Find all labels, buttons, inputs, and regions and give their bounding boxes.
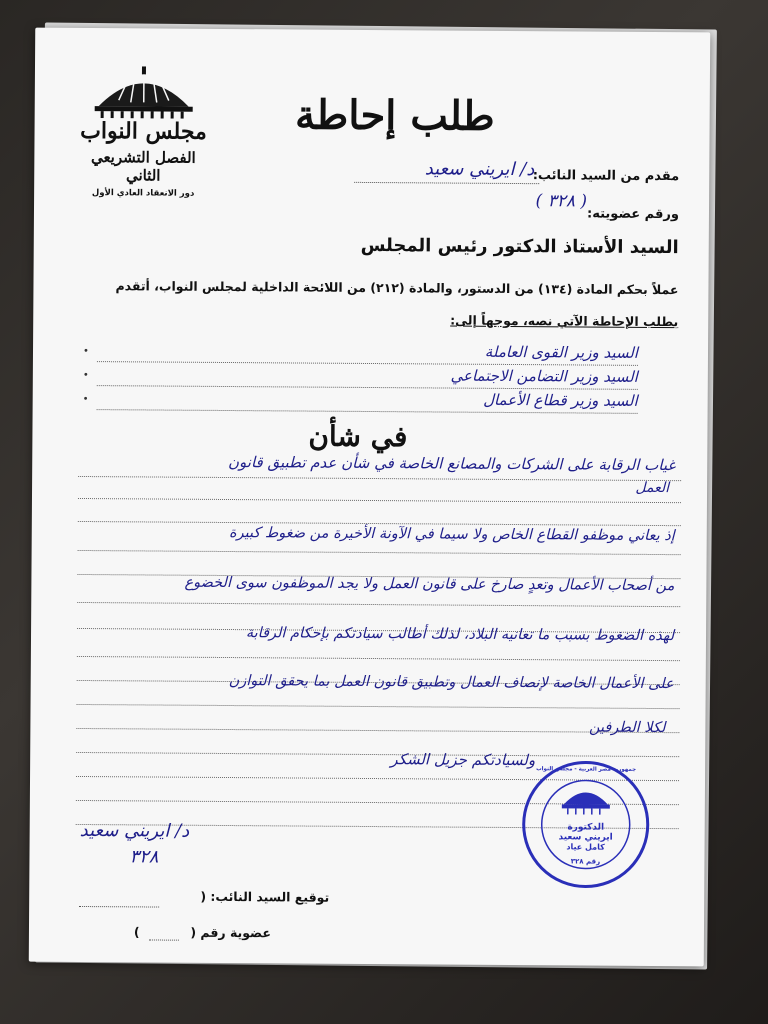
subject-line-1: غياب الرقابة على الشركات والمصانع الخاصة في شأن عدم تطبيق قانون <box>227 453 676 475</box>
intro-line-2: بطلب الإحاطة الآتي نصه، موجهاً إلى: <box>450 312 679 330</box>
recipient-row <box>83 388 678 416</box>
body-line: على الأعمال الخاصة لإنصاف العمال وتطبيق قانون العمل بما يحقق التوازن <box>228 673 674 693</box>
document-title: طلب إحاطة <box>294 91 495 140</box>
ruled-line <box>78 476 681 481</box>
submitter-dotline <box>354 182 539 184</box>
document-page <box>29 28 711 967</box>
subject-heading: في شأن <box>308 419 408 454</box>
body-line: لهذه الضغوط بسبب ما تعانيه البلاد، لذلك أطالب سيادتكم بإحكام الرقابة <box>245 625 675 645</box>
seal-inner-line-2: ايريني سعيد <box>558 832 613 843</box>
submitter-label: مقدم من السيد النائب: <box>532 168 680 185</box>
logo-line-3: دور الانعقاد العادي الأول <box>91 188 195 199</box>
logo-line-2: الفصل التشريعي الثاني <box>90 148 196 185</box>
bullet-dot: • <box>82 345 89 358</box>
recipient-text: السيد وزير قطاع الأعمال <box>483 390 638 410</box>
ruled-line <box>78 498 681 503</box>
bullet-dot: • <box>82 369 89 382</box>
recipient-text: السيد وزير التضامن الاجتماعي <box>450 366 638 386</box>
subject-line-2: العمل <box>635 479 670 497</box>
ruled-line <box>77 656 680 661</box>
intro-line-1: عملاً بحكم المادة (١٣٤) من الدستور، والمادة (٢١٢) من اللائحة الداخلية لمجلس النواب، أتقدم <box>115 278 679 298</box>
membership-footer-dotline <box>149 939 179 940</box>
seal-inner-line-3: كامل عياد <box>566 842 605 852</box>
recipient-dotline <box>97 409 638 414</box>
handwritten-signature-name: د/ ايريني سعيد <box>79 819 190 842</box>
ruled-line <box>77 704 680 709</box>
official-seal <box>519 758 652 895</box>
ruled-line <box>78 550 681 555</box>
bullet-dot: • <box>82 393 89 406</box>
membership-footer-label: عضوية رقم ( <box>190 924 272 941</box>
signature-label: توقيع السيد النائب: ( <box>200 888 330 905</box>
recipient-text: السيد وزير القوى العاملة <box>484 342 639 362</box>
submitter-value: د/ ايريني سعيد <box>424 158 535 181</box>
handwritten-signature-number: ٣٢٨ <box>129 846 159 868</box>
addressee: السيد الأستاذ الدكتور رئيس المجلس <box>360 234 679 259</box>
signature-dotline <box>79 906 159 908</box>
seal-number: رقم ٣٢٨ <box>570 857 601 866</box>
body-line: من أصحاب الأعمال وتعدٍ صارخ على قانون العمل ولا يجد الموظفون سوى الخضوع <box>184 574 675 595</box>
body-line: لكلا الطرفين <box>588 719 666 737</box>
closing-line: ولسيادتكم جزيل الشكر <box>390 750 536 770</box>
ruled-line <box>76 752 679 757</box>
seal-inner-line-1: الدكتورة <box>567 822 605 833</box>
logo-line-1: مجلس النواب <box>80 117 207 145</box>
membership-label: ورقم عضويته: <box>587 206 680 223</box>
membership-footer-close: ) <box>133 924 140 940</box>
ruled-line <box>77 602 680 607</box>
parliament-logo <box>78 66 209 247</box>
membership-value: ( ٣٢٨ ) <box>535 191 588 212</box>
seal-outer-text: جمهورية مصر العربية - مجلس النواب <box>536 766 637 773</box>
dome-icon <box>89 66 199 119</box>
body-line: إذ يعاني موظفو القطاع الخاص ولا سيما في الآونة الأخيرة من ضغوط كبيرة <box>228 525 675 545</box>
